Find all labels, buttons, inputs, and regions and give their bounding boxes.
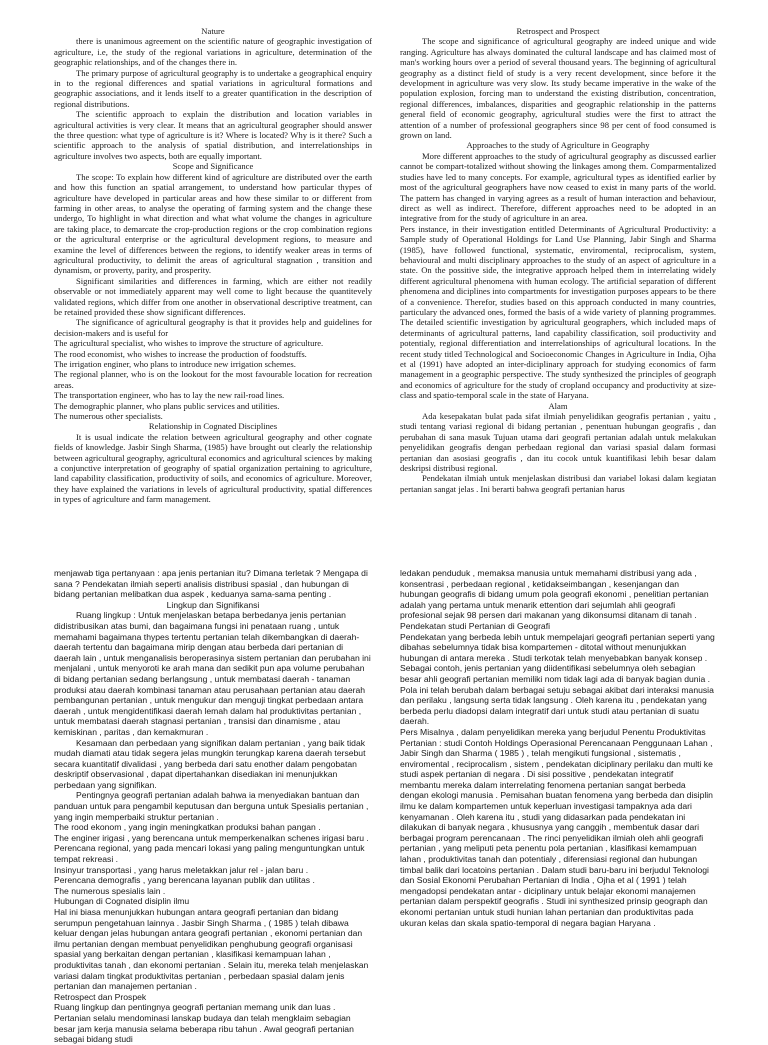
paragraph: Pers instance, in their investigation entitled Determinants of Agricultural Productivity: a Sample study of Operational Holdings for Land Use Planning, Jabir Singh and Sharma (1985), have followed functional, systematic, enviromental, reciprocalism, system, behavioural and multi disciplinary approaches to the study of an aspect of agriculture in a state. On the possitive side, the integrative approach helped them in interrelating widely different agricultural phenomena with human ecology. The artificial separation of different phenomena and diciplines into compartments for investigation purposes appears to be there of a convenience. Therefor, studies based on this approach conducted in many countries, particulary the advanced ones, formed the basis of a wide variety of planning programmes. The detailed scientific investigation by agricultural geographers, which included maps of determinants of agricultural patterns, land capability classification, soil productivity and potentialy, regional differentiation and interrelationships of agricultural locations. In the recent study titled Technological and Socioeconomic Changes in Agriculture in India, Ojha et al (1991) have adopted an inter-diciplinary approach for studying economics of farm management in a geographic perspective. The study synthesized the principles of geograph and economics of agriculture for the study of cropland occupancy and productivity at size-class and spatio-temporal scale in the state of Haryana.	[400, 223, 716, 401]
paragraph: The primary purpose of agricultural geography is to undertake a geographical enquiry in to the regional differences and spatial variations in agricultural formations and geographic associations, and it lends itself to a greater quantification in the description of regional distributions.	[54, 67, 372, 109]
section-heading: Lingkup dan Signifikansi	[166, 599, 260, 610]
paragraph: The scientific approach to explain the distribution and location variables in agricultural activities is very clear. It means that an agricultural geographer should answer the three question: what type of agriculture is it? Where is located? Why is it there? Such a scientific approach to the analysis of spatial distribution, and interrelationships in agriculture involves two aspects, both are equally important.	[54, 109, 372, 161]
paragraph: The rood ekonom , yang ingin meningkatkan produksi bahan pangan .	[54, 822, 321, 833]
section-heading: Approaches to the study of Agriculture in Geography	[466, 140, 650, 151]
paragraph: Pendekatan studi Pertanian di Geografi	[400, 620, 551, 631]
paragraph: ledakan penduduk , memaksa manusia untuk memahami distribusi yang ada , konsentrasi , perbedaan regional , ketidakseimbangan , kesenjangan dan hubungan geografis di bidang umum pola geografi ekonomi , penelitian pertanian adalah yang pertama untuk menarik ettention dari sejumlah ahli geografi profesional sejak 98 persen dari makanan yang dikonsumsi ditanam di tanah .	[400, 568, 709, 621]
paragraph: Perencana regional, yang pada mencari lokasi yang paling menguntungkan untuk tempat rekreasi .	[54, 843, 365, 865]
paragraph: Ruang lingkup : Untuk menjelaskan betapa berbedanya jenis pertanian didistribusikan atas bumi, dan bagaimana fungsi ini penataan ruang , untuk memahami bagaimana thypes tertentu pertanian telah dikembangkan di daerah-daerah tertentu dan bagaimana mirip dengan atau berbeda dari pertanian di daerah lain , untuk menganalisis beroperasinya sistem pertanian dan perubahan ini menjalani , untuk menyoroti ke arah mana dan sedikit pun apa volume perubahan di bidang pertanian sedang berlangsung , untuk membatasi daerah - tanaman produksi atau daerah kombinasi tanaman atau perusahaan pertanian atau daerah pembangunan pertanian , untuk mengukur dan menguji tingkat perbedaan antara daerah , untuk mengidentifikasi daerah lemah dalam hal produktivitas pertanian , untuk membatasi daerah stagnasi pertanian , transisi dan dinamisme , atau kemiskinan , paritas , dan kemakmuran .	[54, 610, 371, 737]
paragraph: Pendekatan ilmiah untuk menjelaskan distribusi dan variabel lokasi dalam kegiatan pertanian sangat jelas . Ini berarti bahwa geografi pertanian harus	[400, 473, 716, 494]
paragraph: Hubungan di Cognated disiplin ilmu	[54, 896, 190, 907]
section-heading: Nature	[201, 26, 225, 36]
paragraph: The agricultural specialist, who wishes to improve the structure of agriculture.	[54, 338, 324, 349]
paragraph: there is unanimous agreement on the scientific nature of geographic investigation of agriculture, i.e, the study of the regional variations in agriculture, determination of the geographic relationships, and of the changes there in.	[54, 36, 372, 68]
paragraph: Insinyur transportasi , yang harus meletakkan jalur rel - jalan baru .	[54, 864, 309, 875]
top-left-column	[54, 26, 372, 512]
paragraph: Retrospect dan Prospek	[54, 991, 147, 1002]
paragraph: The regional planner, who is on the lookout for the most favourable location for recreation areas.	[54, 369, 372, 390]
paragraph: The numerous spesialis lain .	[54, 885, 166, 896]
paragraph: Significant similarities and differences in farming, which are either not readily observable or not immediately apparent may well come to light because the quantitevely validated regions, which differ from one another in observational descriptive treatment, can be retained provided these show significant differences.	[54, 275, 372, 317]
paragraph: Pendekatan yang berbeda lebih untuk mempelajari geografi pertanian seperti yang dibahas sebelumnya tidak bisa kompartemen - ditotal without menunjukkan hubungan di antara mereka . Studi terkotak telah menyebabkan banyak konsep . Sebagai contoh, jenis pertanian yang diidentifikasi sebelumnya oleh sebagian besar ahli geografi pertanian memiliki nom tidak lagi ada di banyak bagian dunia . Pola ini telah berubah dalam berbagai setuju sebagai akibat dari interaksi manusia dan perilaku , langsung serta tidak langsung . Oleh karena itu , pendekatan yang berbeda perlu diadopsi dalam integratif dari untuk studi atau pertanian di suatu daerah.	[400, 631, 715, 727]
paragraph: More different approaches to the study of agricultural geography as discussed earlier cannot be compart-totalized without showing the linkages among them. Comparmentalized studies have led to many concepts. For example, agricultural types as identified earlier by most of the agricultural geographers have now ceased to exist in many parts of the world. The pattern has changed in varying agrees as a result of human interaction and behaviour, direct as well as indirect. Therefore, different approaches need to be adopted in an integrative from for the study of agriculture in an area.	[400, 150, 716, 224]
paragraph: menjawab tiga pertanyaan : apa jenis pertanian itu? Dimana terletak ? Mengapa di sana ? Pendekatan ilmiah seperti analisis distribusi spasial , dan hubungan di bidang pertanian melibatkan dua aspek , keduanya sama-sama penting .	[54, 568, 368, 600]
paragraph: Ada kesepakatan bulat pada sifat ilmiah penyelidikan geografis pertanian , yaitu , studi tentang variasi regional di bidang pertanian , penentuan hubungan geografis , dan perubahan di sana masuk Tujuan utama dari geografi pertanian adalah untuk melakukan penyelidikan geografis dengan perbedaan regional dan variasi spasial dalam formasi pertanian dan asosiasi geografis , dan itu cocok untuk kuantifikasi lebih besar dalam deskripsi distribusi regional.	[400, 411, 716, 474]
paragraph: Perencana demografis , yang berencana layanan publik dan utilitas .	[54, 875, 315, 886]
paragraph: Kesamaan dan perbedaan yang signifikan dalam pertanian , yang baik tidak mudah diamati atau tidak segera jelas mungkin terungkap karena daerah tersebut secara kuantitatif divalidasi , yang berbeda dari satu enother dalam pengobatan deskriptif observasional , dapat dipertahankan disediakan ini menunjukkan perbedaan yang signifikan.	[54, 737, 366, 790]
paragraph: The scope and significance of agricultural geography are indeed unique and wide ranging. Agriculture has always dominated the cultural landscape and has claimed most of man's working hours over a period of several thousand years. The beginning of agricultural geography as a distinct field of study is a very recent development, since before it the development in agriculture was very slow. Its study became imperative in the wake of the population explosion, forcing man to understand the existing distribution, concentration, regional differences, imbalances, disparities and geographic relationship in the patterns general field of economic geography, agricultural studies were the first to attract the attention of a number of professional geographers since 98 per cent of food consumed is grown on land.	[400, 36, 716, 141]
paragraph: Pentingnya geografi pertanian adalah bahwa ia menyediakan bantuan dan panduan untuk para pengambil keputusan dan berguna untuk Spesialis pertanian , yang ingin memperbaiki struktur pertanian .	[54, 790, 369, 822]
paragraph: The numerous other specialists.	[54, 411, 163, 422]
paragraph: Hal ini biasa menunjukkan hubungan antara geografi pertanian dan bidang serumpun pengetahuan lainnya . Jasbir Singh Sharma , ( 1985 ) telah dibawa keluar dengan jelas hubungan antara geografi pertanian , ekonomi pertanian dan ilmu pertanian dengan membuat penyelidikan penghubung geografi organisasi spasial yang berkaitan dengan pertanian , klasifikasi kemampuan lahan , produktivitas tanah , dan ekonomi pertanian . Selain itu, mereka telah menjelaskan variasi dalam tingkat produktivitas pertanian , perbedaan spasial dalam jenis pertanian dan manajemen pertanian .	[54, 907, 369, 992]
section-heading: Retrospect and Prospect	[516, 26, 600, 36]
section-heading: Alam	[548, 400, 568, 411]
top-right-column	[400, 26, 716, 512]
paragraph: The transportation engineer, who has to lay the new rail-road lines.	[54, 390, 285, 401]
bottom-right-column	[400, 568, 716, 1024]
paragraph: Pers Misalnya , dalam penyelidikan mereka yang berjudul Penentu Produktivitas Pertanian : studi Contoh Holdings Operasional Perencanaan Penggunaan Lahan , Jabir Singh dan Sharma ( 1985 ) , telah mengikuti fungsional , sistematis , enviromental , reciprocalism , sistem , pendekatan diciplinary perilaku dan multi ke studi aspek pertanian di negara . Di sisi possitive , pendekatan integratif membantu mereka dalam interrelating fenomena pertanian sangat berbeda dengan ekologi manusia . Pemisahan buatan fenomena yang berbeda dan disiplin ilmu ke dalam kompartemen untuk keperluan investigasi tampaknya ada dari kenyamanan . Oleh karena itu , studi yang didasarkan pada pendekatan ini dilakukan di banyak negara , khususnya yang canggih , membentuk dasar dari berbagai program perencanaan . The rinci penyelidikan ilmiah oleh ahli geografi pertanian , yang meliputi peta penentu pola pertanian , klasifikasi kemampuan lahan , produktivitas tanah dan potentialy , diferensiasi regional dan hubungan timbal balik dari locatoins pertanian . Dalam studi baru-baru ini berjudul Teknologi dan Sosial Ekonomi Perubahan Pertanian di India , Ojha et al ( 1991 ) telah mengadopsi pendekatan antar - diciplinary untuk belajar ekonomi manajemen pertanian dalam perspektif geografis . Studi ini synthesized prinsip geograph dan ekonomi pertanian untuk studi hunian lahan pertanian dan produktivitas pada ukuran kelas dan skala spatio-temporal di negara bagian Haryana .	[400, 726, 713, 928]
paragraph: The scope: To explain how different kind of agriculture are distributed over the earth and how this function an spatial arrangement, to understand how particular thypes of agriculture have developed in particular areas and how these similar to or different from farming in other areas, to analyse the operating of farming system and the change these undergo, To highlight in what direction and what what volume the changes in agriculture are taking place, to demarcate the crop-production regions or the crop combination regions or the agricultural enterprise or the agricultural development regions, to measure and examine the level of differences between the regions, to identify weaker areas in terms of agricultural productivity, to delimit the areas of agricultural stagnation , transition and dynamism, or proverty, parity, and prosperity.	[54, 171, 372, 276]
section-heading: Scope and Significance	[172, 161, 254, 172]
paragraph: The rood economist, who wishes to increase the production of foodstuffs.	[54, 348, 307, 359]
section-heading: Relationship in Cognated Disciplines	[148, 421, 278, 432]
paragraph: The irrigation enginer, who plans to introduce new irrigation schemes.	[54, 359, 296, 369]
bottom-left-column	[54, 568, 372, 1045]
paragraph: The significance of agricultural geography is that it provides help and guidelines for decision-makers and is useful for	[54, 317, 372, 338]
paragraph: The enginer irigasi , yang berencana untuk memperkenalkan schenes irigasi baru .	[54, 832, 369, 843]
paragraph: Ruang lingkup dan pentingnya geografi pertanian memang unik dan luas . Pertanian selalu mendominasi lanskap budaya dan telah mengklaim sebagian besar jam kerja manusia selama beberapa ribu tahun . Awal geografi pertanian sebagai bidang studi	[54, 1002, 354, 1045]
paragraph: It is usual indicate the relation between agricultural geography and other cognate fields of knowledge. Jasbir Singh Sharma, (1985) have brought out clearly the relationship between agricultural geography, agricultural economics and agricultural sciences by making a conjunctive interpretation of geography of spatial organization pertaining to agriculture, land capability classification, productivity of soils, and economics of agriculture. Moreover, they have explained the variations in levels of agricultural productivity, spatial differences in types of agriculture and farm management.	[54, 431, 372, 505]
paragraph: The demographic planner, who plans public services and utilities.	[54, 400, 280, 411]
